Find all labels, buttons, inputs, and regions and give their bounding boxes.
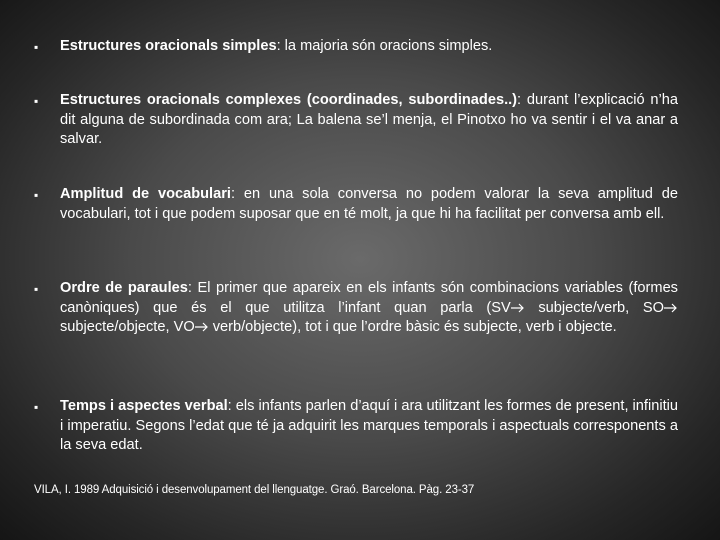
bullet-body: : en una sola conversa no podem valorar la seva amplitud de vocabulari, tot i que podem suposar que en té molt, ja que hi ha facilitat per conversa amb ell.: [60, 186, 678, 222]
right-arrow-icon: [195, 322, 209, 332]
bullet-body: subjecte/objecte, VO: [60, 319, 195, 335]
square-bullet-icon: [34, 92, 38, 113]
bullet-item: [34, 185, 678, 224]
bullet-body: : els infants parlen d’aquí i ara utilitzant les formes de present, infinitiu i imperatiu. Segons l’edat que té ja adquirit les marques temporals i aspectuals corresponents a la seva edat.: [60, 398, 678, 453]
bullet-body: verb/objecte), tot i que l’ordre bàsic és subjecte, verb i objecte.: [208, 319, 617, 335]
bullet-item: [34, 37, 678, 57]
bullet-term: Estructures oracionals simples: [60, 38, 277, 54]
bullet-body: subjecte/verb, SO: [524, 299, 664, 316]
bullet-text: [60, 279, 678, 338]
bullet-item: [34, 397, 678, 456]
citation: VILA, I. 1989 Adquisició i desenvolupament del llenguatge. Graó. Barcelona. Pàg. 23-37: [34, 484, 475, 496]
bullet-term: Ordre de paraules: [60, 280, 188, 296]
bullet-body: : la majoria són oracions simples.: [276, 38, 493, 54]
bullet-text: [60, 185, 678, 224]
bullet-term: Amplitud de vocabulari: [60, 186, 231, 202]
square-bullet-icon: [34, 398, 38, 419]
square-bullet-icon: [34, 38, 38, 59]
square-bullet-icon: [34, 280, 38, 301]
bullet-item: [34, 279, 678, 338]
bullet-body: : durant l’explicació n’ha dit alguna de subordinada com ara; La balena se’l menja, el Pinotxo ho va sentir i el va anar a salvar.: [60, 92, 679, 147]
bullet-text: [60, 91, 678, 150]
bullet-term: Estructures oracionals complexes (coordinades, subordinades..): [60, 92, 518, 108]
bullet-item: [34, 91, 678, 150]
bullet-term: Temps i aspectes verbal: [60, 398, 228, 414]
right-arrow-icon: [511, 303, 525, 313]
bullet-body: : El primer que apareix en els infants són combinacions variables (formes canòniques) que és el que utilitza l’infant quan parla (SV: [60, 280, 678, 316]
bullet-text: [60, 397, 678, 456]
bullet-text: [60, 37, 678, 57]
right-arrow-icon: [664, 303, 678, 313]
square-bullet-icon: [34, 186, 38, 207]
